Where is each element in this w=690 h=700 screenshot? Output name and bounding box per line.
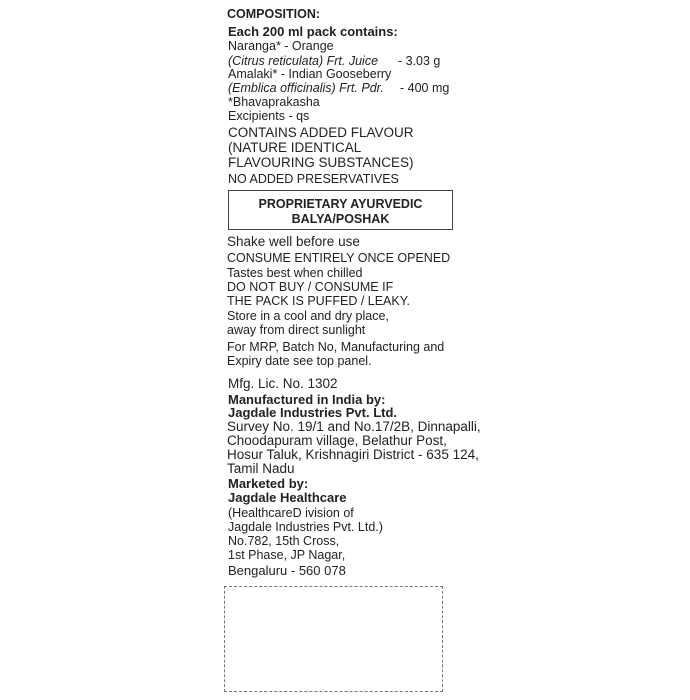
- excipients-line: Excipients - qs: [228, 109, 310, 123]
- mrp-line-1: For MRP, Batch No, Manufacturing and: [227, 340, 445, 354]
- classification-line-2: BALYA/POSHAK: [291, 212, 390, 226]
- marketer-division-line-2: Jagdale Industries Pvt. Ltd.): [228, 520, 383, 534]
- ingredient-orange-quantity: - 3.03 g: [398, 54, 441, 68]
- flavour-line-3: FLAVOURING SUBSTANCES): [228, 155, 414, 170]
- marketer-division-line-1: (HealthcareD ivision of: [228, 506, 354, 520]
- marketer-name: Jagdale Healthcare: [228, 490, 347, 505]
- reference-note: *Bhavaprakasha: [228, 95, 320, 109]
- storage-line-1: Store in a cool and dry place,: [227, 309, 389, 323]
- storage-line-2: away from direct sunlight: [227, 323, 366, 337]
- manufacturer-address-4: Tamil Nadu: [227, 461, 295, 476]
- pack-contents-line: Each 200 ml pack contains:: [228, 24, 398, 39]
- dashed-placeholder-box: [224, 586, 443, 692]
- marketer-address-3: Bengaluru - 560 078: [228, 563, 346, 578]
- manufacturer-name: Jagdale Industries Pvt. Ltd.: [228, 405, 398, 420]
- manufacturer-heading: Manufactured in India by:: [228, 392, 386, 407]
- manufacturer-address-2: Choodapuram village, Belathur Post,: [227, 433, 447, 448]
- ingredient-gooseberry-quantity: - 400 mg: [400, 81, 450, 95]
- manufacturing-licence: Mfg. Lic. No. 1302: [228, 376, 338, 391]
- mrp-line-2: Expiry date see top panel.: [227, 354, 372, 368]
- classification-box: [228, 190, 453, 230]
- preservatives-line: NO ADDED PRESERVATIVES: [228, 172, 399, 186]
- ingredient-orange-part: (Citrus reticulata) Frt. Juice: [228, 54, 379, 68]
- ingredient-gooseberry-part: (Emblica officinalis) Frt. Pdr.: [228, 81, 384, 95]
- warning-line-2: THE PACK IS PUFFED / LEAKY.: [227, 294, 410, 308]
- marketer-address-1: No.782, 15th Cross,: [228, 534, 340, 548]
- consume-instruction: CONSUME ENTIRELY ONCE OPENED: [227, 251, 451, 265]
- marketer-heading: Marketed by:: [228, 476, 309, 491]
- flavour-line-1: CONTAINS ADDED FLAVOUR: [228, 125, 414, 140]
- marketer-address-2: 1st Phase, JP Nagar,: [228, 548, 346, 562]
- chilled-note: Tastes best when chilled: [227, 266, 363, 280]
- warning-line-1: DO NOT BUY / CONSUME IF: [227, 280, 394, 294]
- classification-line-1: PROPRIETARY AYURVEDIC: [258, 197, 423, 211]
- flavour-line-2: (NATURE IDENTICAL: [228, 140, 362, 155]
- ingredient-orange-name: Naranga* - Orange: [228, 39, 334, 53]
- ingredient-gooseberry-name: Amalaki* - Indian Gooseberry: [228, 67, 392, 81]
- shake-instruction: Shake well before use: [227, 234, 360, 249]
- manufacturer-address-3: Hosur Taluk, Krishnagiri District - 635 124,: [227, 447, 479, 462]
- manufacturer-address-1: Survey No. 19/1 and No.17/2B, Dinnapalli,: [227, 419, 481, 434]
- composition-heading: COMPOSITION:: [227, 7, 321, 21]
